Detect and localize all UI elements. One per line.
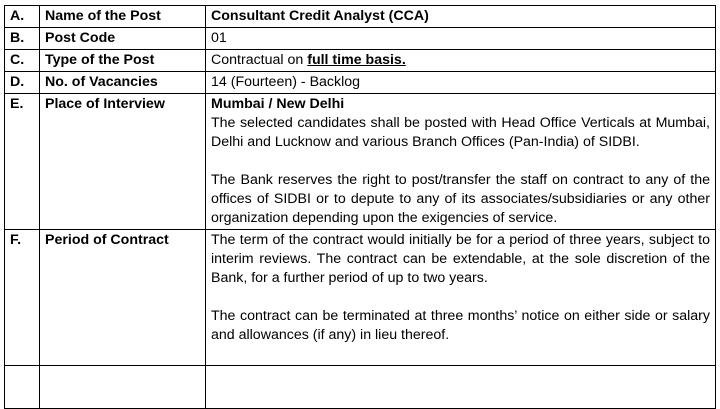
post-details-table (4, 5, 716, 409)
row-letter: C. (5, 50, 40, 72)
row-letter (5, 366, 40, 409)
table-row (5, 94, 716, 230)
row-label: Type of the Post (40, 50, 206, 72)
row-letter: F. (5, 230, 40, 366)
contract-term-paragraph: The term of the contract would initially be for a period of three years, subject to interim reviews. The contract can be extendable, at the sole discretion of the Bank, for a further period of up to two years. (211, 232, 710, 286)
table-row (5, 28, 716, 50)
table-row (5, 72, 716, 94)
row-label: No. of Vacancies (40, 72, 206, 94)
contract-period-value (206, 230, 716, 366)
table-row-cut-off (5, 366, 716, 409)
vacancies-value: 14 (Fourteen) - Backlog (206, 72, 716, 94)
contract-termination-paragraph: The contract can be terminated at three months’ notice on either side or salary and allowances (if any) in lieu thereof. (211, 308, 710, 343)
row-value (206, 366, 716, 409)
place-of-interview-value (206, 94, 716, 230)
row-label: Post Code (40, 28, 206, 50)
post-type-prefix: Contractual on (211, 52, 308, 68)
row-label: Place of Interview (40, 94, 206, 230)
post-type-emphasis: full time basis. (307, 52, 406, 68)
row-letter: A. (5, 6, 40, 28)
interview-location-heading: Mumbai / New Delhi (211, 96, 345, 112)
table-row (5, 230, 716, 366)
post-name-value: Consultant Credit Analyst (CCA) (206, 6, 716, 28)
row-letter: D. (5, 72, 40, 94)
row-label: Period of Contract (40, 230, 206, 366)
posting-paragraph: The selected candidates shall be posted with Head Office Verticals at Mumbai, Delhi and Lucknow and various Branch Offices (Pan-India) of SIDBI. (211, 115, 710, 150)
row-label: Name of the Post (40, 6, 206, 28)
contract-spacer (211, 345, 710, 364)
row-letter: B. (5, 28, 40, 50)
row-letter: E. (5, 94, 40, 230)
post-type-value (206, 50, 716, 72)
post-code-value: 01 (206, 28, 716, 50)
row-label (40, 366, 206, 409)
table-row (5, 6, 716, 28)
table-row (5, 50, 716, 72)
transfer-paragraph: The Bank reserves the right to post/transfer the staff on contract to any of the offices of SIDBI or to depute to any of its associates/subsidiaries or any other organization depending upon the exigencies of service. (211, 172, 710, 226)
